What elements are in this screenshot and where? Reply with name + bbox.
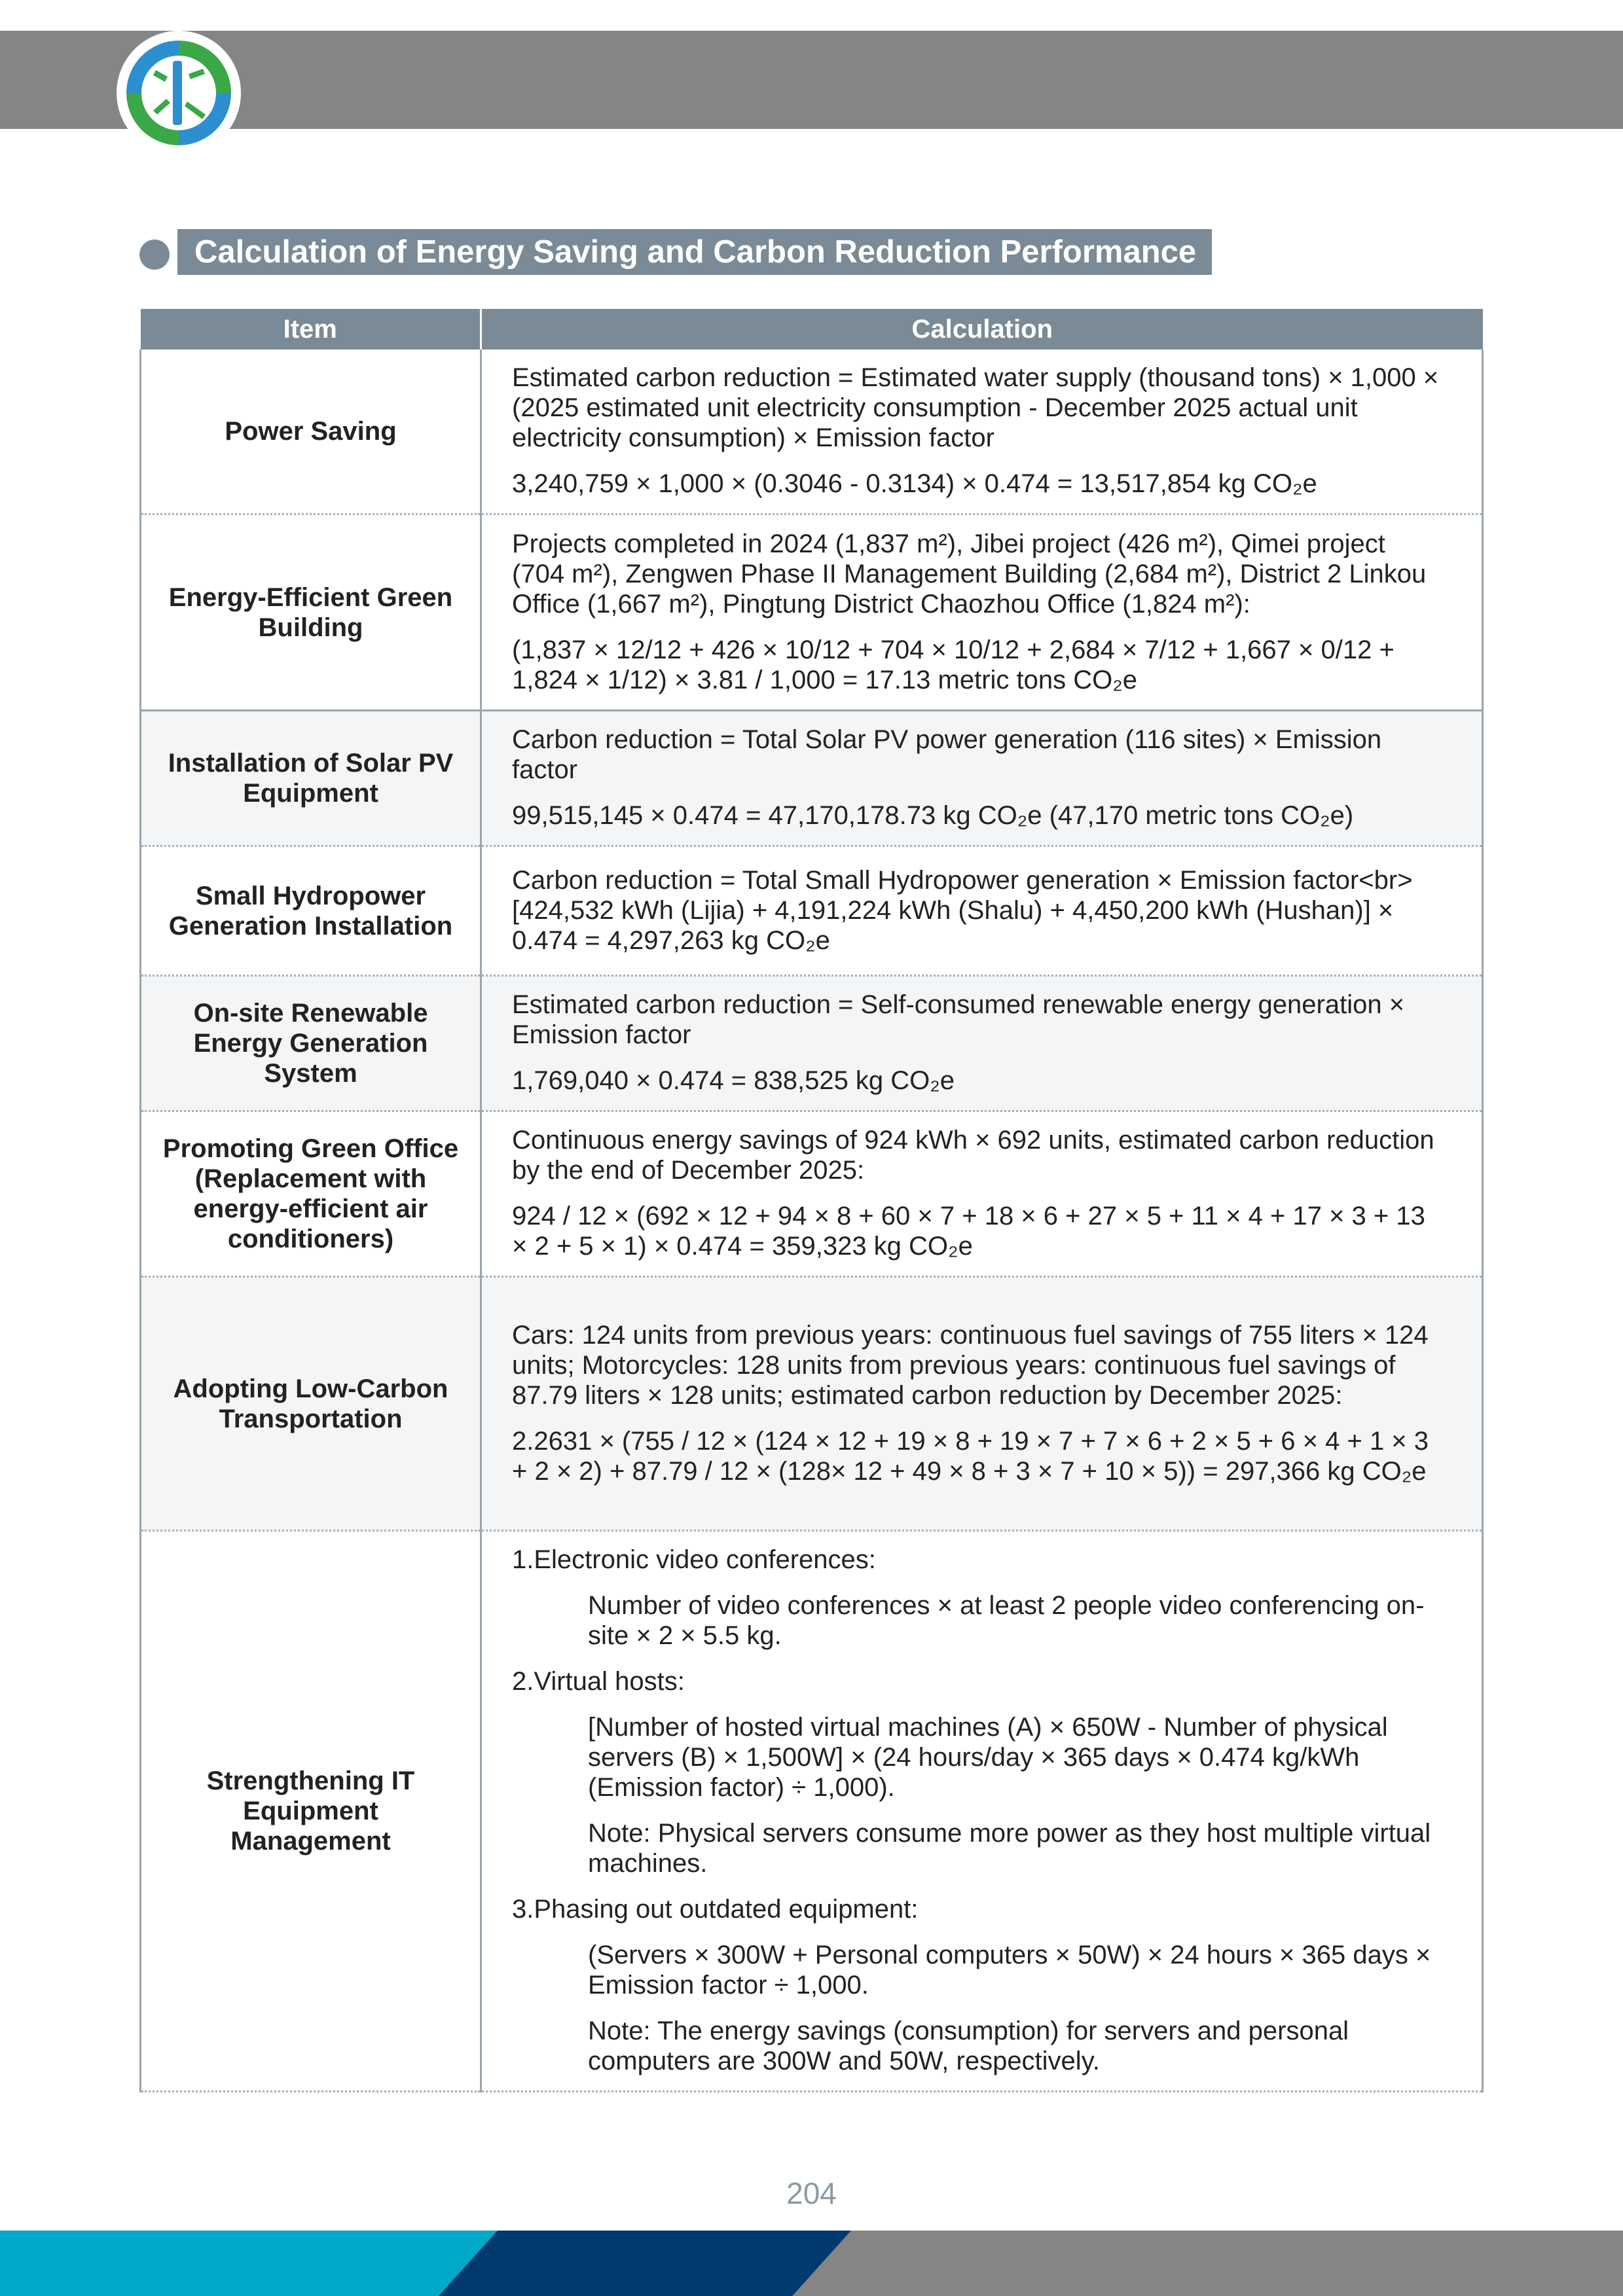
row-calculation <box>481 1111 1483 1277</box>
row-item-label: On-site Renewable Energy Generation System <box>141 976 481 1111</box>
row-item-label: Promoting Green Office (Replacement with energy-efficient air conditioners) <box>141 1111 481 1277</box>
row-calculation <box>481 514 1483 711</box>
table-row <box>141 350 1483 514</box>
table-row <box>141 846 1483 976</box>
table-row <box>141 711 1483 846</box>
calculation-table <box>139 309 1484 2092</box>
footer-band <box>0 2231 1623 2296</box>
row-item-label: Energy-Efficient Green Building <box>141 514 481 711</box>
calc-formula: Carbon reduction = Total Solar PV power generation (116 sites) × Emission factor <box>512 725 1382 784</box>
calc-subheading: 2.Virtual hosts: <box>512 1667 685 1696</box>
row-item-label: Small Hydropower Generation Installation <box>141 846 481 976</box>
calc-formula: Estimated carbon reduction = Estimated water supply (thousand tons) × 1,000 × (2025 estimated unit electricity consumption - December 2025 actual unit electricity consumption) × Emission factor <box>512 363 1439 452</box>
column-header-item: Item <box>141 309 481 350</box>
row-calculation <box>481 350 1483 514</box>
header-bar <box>0 31 1623 129</box>
calc-subheading: 3.Phasing out outdated equipment: <box>512 1895 919 1924</box>
table-row <box>141 976 1483 1111</box>
row-calculation <box>481 1277 1483 1531</box>
column-header-calculation: Calculation <box>481 309 1483 350</box>
footer-band-cyan <box>0 2231 498 2296</box>
calc-result: (1,837 × 12/12 + 426 × 10/12 + 704 × 10/12 + 2,684 × 7/12 + 1,667 × 0/12 + 1,824 × 1/12) × 3.81 / 1,000 = 17.13 metric tons CO₂e <box>512 635 1395 694</box>
section-title: Calculation of Energy Saving and Carbon Reduction Performance <box>177 229 1212 275</box>
table-row <box>141 1111 1483 1277</box>
calc-result: 1,769,040 × 0.474 = 838,525 kg CO₂e <box>512 1066 955 1095</box>
calc-formula: (Servers × 300W + Personal computers × 50W) × 24 hours × 365 days × Emission factor ÷ 1,000. <box>588 1941 1431 2000</box>
calc-note: Note: The energy savings (consumption) for servers and personal computers are 300W and 50W, respectively. <box>588 2017 1349 2075</box>
table-row <box>141 1277 1483 1531</box>
table-row <box>141 514 1483 711</box>
row-calculation <box>481 976 1483 1111</box>
calc-formula: Continuous energy savings of 924 kWh × 692 units, estimated carbon reduction by the end of December 2025: <box>512 1126 1434 1185</box>
row-calculation <box>481 1531 1483 2092</box>
calc-formula: Carbon reduction = Total Small Hydropower generation × Emission factor<br>[424,532 kWh (Lijia) + 4,191,224 kWh (Shalu) + 4,450,200 kWh (Hushan)] × 0.474 = 4,297,263 kg CO₂e <box>512 865 1413 955</box>
table-header-row <box>141 309 1483 350</box>
calc-result: 99,515,145 × 0.474 = 47,170,178.73 kg CO₂e (47,170 metric tons CO₂e) <box>512 801 1354 830</box>
row-item-label: Power Saving <box>141 350 481 514</box>
page-number: 204 <box>786 2176 837 2210</box>
row-item-label: Adopting Low-Carbon Transportation <box>141 1277 481 1531</box>
row-item-label: Installation of Solar PV Equipment <box>141 711 481 846</box>
calc-result: 924 / 12 × (692 × 12 + 94 × 8 + 60 × 7 + 18 × 6 + 27 × 5 + 11 × 4 + 17 × 3 + 13 × 2 + 5 × 1) × 0.474 = 359,323 kg CO₂e <box>512 1202 1425 1261</box>
calc-formula: Projects completed in 2024 (1,837 m²), Jibei project (426 m²), Qimei project (704 m²), Zengwen Phase II Management Building (2,684 m²), District 2 Linkou Office (1,667 m²), Pingtung District Chaozhou Office (1,824 m²): <box>512 529 1427 619</box>
company-logo-icon <box>117 31 241 155</box>
row-calculation <box>481 846 1483 976</box>
calc-formula: Number of video conferences × at least 2 people video conferencing on-site × 2 × 5.5 kg. <box>588 1591 1425 1650</box>
calc-formula: [Number of hosted virtual machines (A) × 650W - Number of physical servers (B) × 1,500W] × (24 hours/day × 365 days × 0.474 kg/kWh (Emission factor) ÷ 1,000). <box>588 1713 1388 1802</box>
calc-formula: Estimated carbon reduction = Self-consumed renewable energy generation × Emission factor <box>512 990 1405 1049</box>
calc-note: Note: Physical servers consume more power as they host multiple virtual machines. <box>588 1819 1431 1878</box>
section-bullet-icon <box>139 240 170 270</box>
row-calculation <box>481 711 1483 846</box>
calc-result: 2.2631 × (755 / 12 × (124 × 12 + 19 × 8 + 19 × 7 + 7 × 6 + 2 × 5 + 6 × 4 + 1 × 3 + 2 × 2) + 87.79 / 12 × (128× 12 + 49 × 8 + 3 × 7 + 10 × 5)) = 297,366 kg CO₂e <box>512 1426 1429 1486</box>
table-row <box>141 1531 1483 2092</box>
calc-subheading: 1.Electronic video conferences: <box>512 1545 876 1574</box>
calc-result: 3,240,759 × 1,000 × (0.3046 - 0.3134) × 0.474 = 13,517,854 kg CO₂e <box>512 469 1317 498</box>
row-item-label: Strengthening IT Equipment Management <box>141 1531 481 2092</box>
calc-formula: Cars: 124 units from previous years: continuous fuel savings of 755 liters × 124 units; Motorcycles: 128 units from previous years: continuous fuel savings of 87.79 liters × 128 units; estimated carbon reduction by December 2025: <box>512 1320 1429 1410</box>
